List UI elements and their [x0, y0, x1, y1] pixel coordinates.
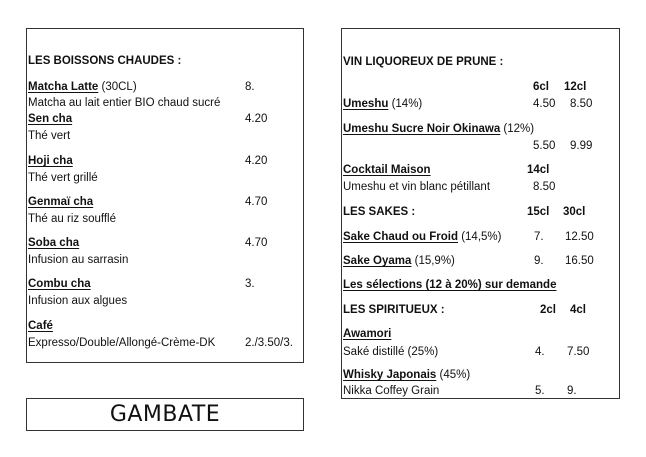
menu-item-name: [343, 97, 422, 111]
item-note: (30CL): [98, 81, 137, 93]
item-note: (15,9%): [411, 255, 455, 267]
item-title: Whisky Japonais: [343, 369, 437, 381]
column-header: 2cl: [540, 304, 556, 316]
item-title: Umeshu: [343, 98, 389, 110]
item-note: (12%): [500, 123, 535, 135]
item-description: Thé vert: [28, 130, 71, 142]
item-price: 7.: [534, 231, 544, 243]
item-price: 5.50: [533, 140, 556, 152]
hot-drinks-heading: LES BOISSONS CHAUDES :: [28, 55, 182, 67]
item-price: 8.50: [533, 181, 556, 193]
item-price: 2./3.50/3.: [245, 337, 293, 349]
sakes-heading: LES SAKES :: [343, 206, 416, 218]
item-price: 12.50: [565, 231, 594, 243]
item-price: 4.50: [533, 98, 556, 110]
item-price: 5.: [535, 385, 545, 397]
spirits-heading: LES SPIRITUEUX :: [343, 304, 445, 316]
item-title: Cocktail Maison: [343, 164, 431, 176]
menu-item-name: [343, 368, 470, 382]
item-price: 4.70: [245, 196, 268, 208]
item-title: Awamori: [343, 328, 392, 340]
brand-box: [26, 398, 304, 431]
column-header: 14cl: [527, 164, 550, 176]
item-price: 9.: [567, 385, 577, 397]
menu-item-name: [28, 80, 137, 94]
selection-note: Les sélections (12 à 20%) sur demande: [343, 279, 557, 291]
item-title: Café: [28, 320, 53, 332]
item-price: 4.: [535, 346, 545, 358]
column-header: 30cl: [563, 206, 586, 218]
menu-item-name: [343, 230, 501, 244]
item-description: Thé vert grillé: [28, 172, 98, 184]
item-price: 4.20: [245, 113, 268, 125]
item-title: Sake Oyama: [343, 255, 412, 267]
column-header: 15cl: [527, 206, 550, 218]
item-description: Nikka Coffey Grain: [343, 385, 440, 397]
item-description: Matcha au lait entier BIO chaud sucré: [28, 97, 221, 109]
item-price: 4.20: [245, 155, 268, 167]
item-price: 7.50: [567, 346, 590, 358]
item-title: Hoji cha: [28, 155, 73, 167]
menu-item-name: [343, 122, 534, 136]
item-title: Sake Chaud ou Froid: [343, 231, 459, 243]
item-price: 9.99: [570, 140, 593, 152]
item-title: Combu cha: [28, 278, 91, 290]
item-title: Soba cha: [28, 237, 80, 249]
item-description: Thé au riz soufflé: [28, 213, 117, 225]
item-description: Infusion aux algues: [28, 295, 128, 307]
item-price: 4.70: [245, 237, 268, 249]
item-price: 3.: [245, 278, 255, 290]
menu-item-name: [343, 254, 455, 268]
item-price: 16.50: [565, 255, 594, 267]
item-price: 8.50: [570, 98, 593, 110]
item-note: (14,5%): [458, 231, 502, 243]
column-header: 4cl: [570, 304, 586, 316]
item-title: Matcha Latte: [28, 81, 99, 93]
item-note: (14%): [388, 98, 423, 110]
item-price: 9.: [534, 255, 544, 267]
plum-wine-heading: VIN LIQUOREUX DE PRUNE :: [343, 56, 504, 68]
item-title: Umeshu Sucre Noir Okinawa: [343, 123, 501, 135]
item-price: 8.: [245, 81, 255, 93]
item-description: Expresso/Double/Allongé-Crème-DK: [28, 337, 216, 349]
item-note: (45%): [436, 369, 471, 381]
item-description: Umeshu et vin blanc pétillant: [343, 181, 491, 193]
item-description: Saké distillé (25%): [343, 346, 439, 358]
item-title: Genmaï cha: [28, 196, 94, 208]
item-description: Infusion au sarrasin: [28, 254, 129, 266]
brand-name: GAMBATE: [109, 402, 221, 427]
column-header: 6cl: [533, 81, 549, 93]
column-header: 12cl: [564, 81, 587, 93]
item-title: Sen cha: [28, 113, 73, 125]
